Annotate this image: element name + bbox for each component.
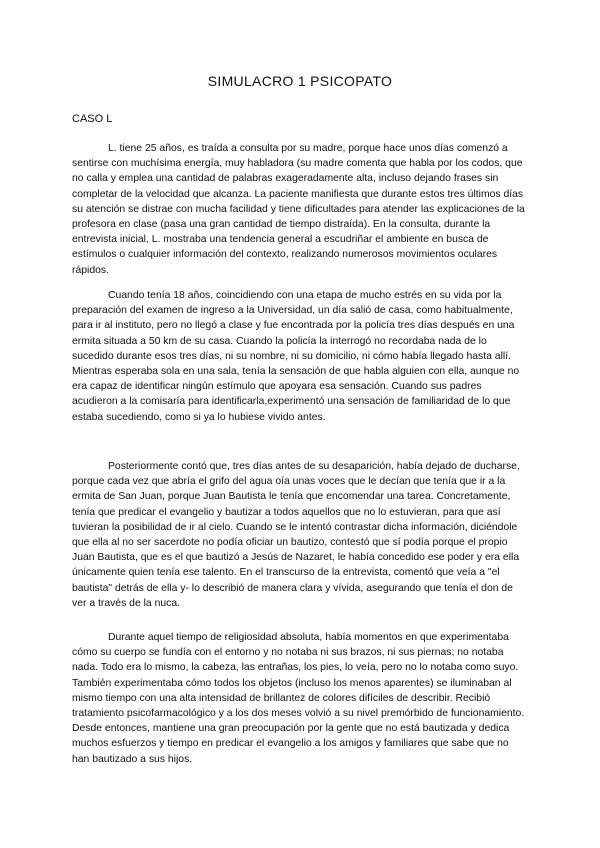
paragraph-1: L. tiene 25 años, es traída a consulta por su madre, porque hace unos días comenzó a sentirse con muchísima energía, muy habladora (su madre comenta que habla por los codos, que no calla y emplea una cantidad de palabras exageradamente alta, incluso dejando frases sin completar de la velocidad que alcanza. La paciente manifiesta que durante estos tres últimos días su atención se distrae con mucha facilidad y tiene dificultades para atender las explicaciones de la profesora en clase (pasa una gran cantidad de tiempo distraída). En la consulta, durante la entrevista inicial, L. mostraba una tendencia general a escudriñar el ambiente en busca de estímulos o cualquier información del contexto, realizando numerosos movimientos oculares rápidos.	[72, 143, 525, 276]
paragraph-4: Durante aquel tiempo de religiosidad absoluta, había momentos en que experimentaba cómo su cuerpo se fundía con el entorno y no notaba ni sus brazos, ni sus piernas; no notaba nada. Todo era lo mismo, la cabeza, las entrañas, los pies, lo veía, pero no lo notaba como suyo. También experimentaba cómo todos los objetos (incluso los menos aparentes) se iluminaban al mismo tiempo con una alta intensidad de brillantez de colores difíciles de describir. Recibió tratamiento psicofarmacológico y a los dos meses volvió a su nivel premórbido de funcionamiento. Desde entonces, mantiene una gran preocupación por la gente que no está bautizada y dedica muchos esfuerzos y tiempo en predicar el evangelio a los amigos y familiares que sabe que no han bautizado a sus hijos.	[72, 632, 525, 765]
paragraph-3: Posteriormente contó que, tres días antes de su desaparición, había dejado de ducharse, porque cada vez que abría el grifo del agua oía unas voces que le decían que tenía que ir a la ermita de San Juan, porque Juan Bautista le tenía que encomendar una tarea. Concretamente, tenía que predicar el evangelio y bautizar a todos aquellos que no lo estuvieran, para que así tuvieran la posibilidad de ir al cielo. Cuando se le intentó contrastar dicha información, diciéndole que ella al no ser sacerdote no podía oficiar un bautizo, contestó que sí podía porque el propio Juan Bautista, que es el que bautizó a Jesús de Nazaret, le había concedido ese poder y era ella únicamente quien tenía ese talento. En el transcurso de la entrevista, comentó que veía a "el bautista" detrás de ella y- lo describió de manera clara y vívida, asegurando que tenía el don de ver a través de la nuca.	[72, 461, 520, 609]
case-label: CASO L	[72, 113, 113, 125]
paragraph-2: Cuando tenía 18 años, coincidiendo con una etapa de mucho estrés en su vida por la preparación del examen de ingreso a la Universidad, un día salió de casa, como habitualmente, para ir al instituto, pero no llegó a clase y fue encontrada por la policía tres días después en una ermita situada a 50 km de su casa. Cuando la policía la interrogó no recordaba nada de lo sucedido durante esos tres días, ni su nombre, ni su domicilio, ni cómo había llegado hasta allí. Mientras esperaba sola en una sala, tenía la sensación de que habla alguien con ella, aunque no era capaz de identificar ningún estímulo que apoyara esa sensación. Cuando sus padres acudieron a la comisaría para identificarla,experimentó una sensación de familiaridad de lo que estaba sucediendo, como si ya lo hubiese vivido antes.	[72, 290, 520, 423]
document-title: SIMULACRO 1 PSICOPATO	[207, 73, 393, 89]
